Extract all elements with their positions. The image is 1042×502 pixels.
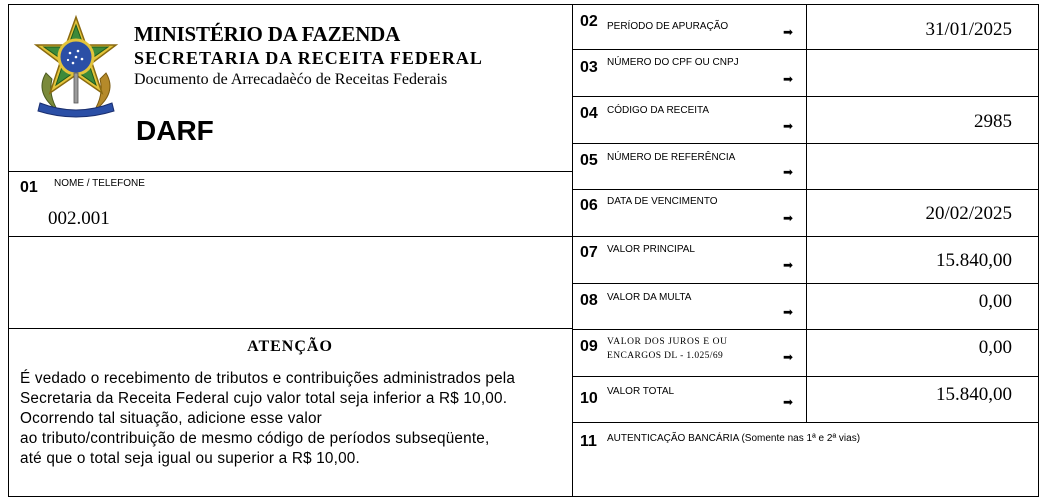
field-11-number: 11 bbox=[580, 433, 597, 450]
frame-right bbox=[1038, 4, 1039, 497]
attention-line: até que o total seja igual ou superior a R$ 10,00. bbox=[20, 450, 360, 467]
field-04-number: 04 bbox=[580, 105, 598, 122]
field-08-value: 0,00 bbox=[978, 291, 1012, 312]
secretariat-title: SECRETARIA DA RECEITA FEDERAL bbox=[134, 48, 483, 68]
field-04-value: 2985 bbox=[974, 111, 1012, 132]
row-line-3 bbox=[572, 143, 1039, 144]
field-01-value: 002.001 bbox=[48, 208, 110, 229]
left-divider-3 bbox=[8, 328, 573, 329]
form-name: DARF bbox=[136, 115, 214, 146]
arrow-right-icon: ➡ bbox=[783, 211, 794, 225]
field-08-label: VALOR DA MULTA bbox=[607, 292, 692, 303]
row-line-5 bbox=[572, 236, 1039, 237]
left-divider-1 bbox=[8, 171, 573, 172]
field-07-number: 07 bbox=[580, 244, 598, 261]
attention-title: ATENÇÃO bbox=[247, 338, 333, 355]
field-11-label: AUTENTICAÇÃO BANCÁRIA (Somente nas 1ª e 2ª vias) bbox=[607, 433, 861, 444]
field-01-label: NOME / TELEFONE bbox=[54, 178, 145, 189]
field-05-label: NÚMERO DE REFERÊNCIA bbox=[607, 152, 736, 163]
field-06-number: 06 bbox=[580, 197, 598, 214]
row-line-4 bbox=[572, 189, 1039, 190]
field-09-label-line2: ENCARGOS DL - 1.025/69 bbox=[607, 351, 724, 361]
emblem-ribbon bbox=[38, 103, 114, 117]
frame-top bbox=[8, 4, 1039, 5]
field-01-number: 01 bbox=[20, 179, 38, 196]
arrow-right-icon: ➡ bbox=[783, 25, 794, 39]
ministry-title: MINISTÉRIO DA FAZENDA bbox=[134, 22, 401, 46]
arrow-right-icon: ➡ bbox=[783, 350, 794, 364]
field-03-number: 03 bbox=[580, 59, 598, 76]
frame-bottom bbox=[8, 496, 1039, 497]
document-type: Documento de Arrecadaèćo de Receitas Federais bbox=[134, 71, 448, 88]
middle-divider bbox=[572, 4, 573, 497]
field-10-label: VALOR TOTAL bbox=[607, 386, 675, 397]
row-line-2 bbox=[572, 96, 1039, 97]
field-02-value: 31/01/2025 bbox=[925, 19, 1012, 40]
arrow-right-icon: ➡ bbox=[783, 119, 794, 133]
field-08-number: 08 bbox=[580, 292, 598, 309]
field-10-number: 10 bbox=[580, 390, 598, 407]
row-line-1 bbox=[572, 49, 1039, 50]
arrow-right-icon: ➡ bbox=[783, 305, 794, 319]
field-06-value: 20/02/2025 bbox=[925, 203, 1012, 224]
attention-line: Secretaria da Receita Federal cujo valor total seja inferior a R$ 10,00. bbox=[20, 390, 508, 407]
field-09-label-line1: VALOR DOS JUROS E OU bbox=[607, 337, 728, 347]
field-03-label: NÚMERO DO CPF OU CNPJ bbox=[607, 57, 739, 68]
row-line-7 bbox=[572, 329, 1039, 330]
emblem-sword bbox=[74, 73, 78, 103]
field-06-label: DATA DE VENCIMENTO bbox=[607, 196, 718, 207]
field-05-number: 05 bbox=[580, 152, 598, 169]
arrow-right-icon: ➡ bbox=[783, 395, 794, 409]
field-04-label: CÓDIGO DA RECEITA bbox=[607, 105, 710, 116]
attention-line: ao tributo/contribuição de mesmo código de períodos subseqüente, bbox=[20, 430, 490, 447]
arrow-right-icon: ➡ bbox=[783, 258, 794, 272]
field-10-value: 15.840,00 bbox=[936, 384, 1012, 405]
row-line-6 bbox=[572, 283, 1039, 284]
row-line-9 bbox=[572, 422, 1039, 423]
left-divider-2 bbox=[8, 236, 573, 237]
field-09-number: 09 bbox=[580, 338, 598, 355]
attention-line: É vedado o recebimento de tributos e contribuições administrados pela bbox=[20, 370, 516, 387]
field-07-label: VALOR PRINCIPAL bbox=[607, 244, 695, 255]
field-02-label: PERÍODO DE APURAÇÃO bbox=[607, 21, 729, 32]
arrow-right-icon: ➡ bbox=[783, 165, 794, 179]
brazil-coat-of-arms-icon bbox=[26, 13, 126, 121]
field-02-number: 02 bbox=[580, 13, 598, 30]
value-column-divider bbox=[806, 4, 807, 423]
field-07-value: 15.840,00 bbox=[936, 250, 1012, 271]
field-09-value: 0,00 bbox=[978, 337, 1012, 358]
arrow-right-icon: ➡ bbox=[783, 72, 794, 86]
frame-left bbox=[8, 4, 9, 497]
row-line-8 bbox=[572, 376, 1039, 377]
attention-text bbox=[20, 369, 515, 469]
attention-line: Ocorrendo tal situação, adicione esse valor bbox=[20, 410, 322, 427]
